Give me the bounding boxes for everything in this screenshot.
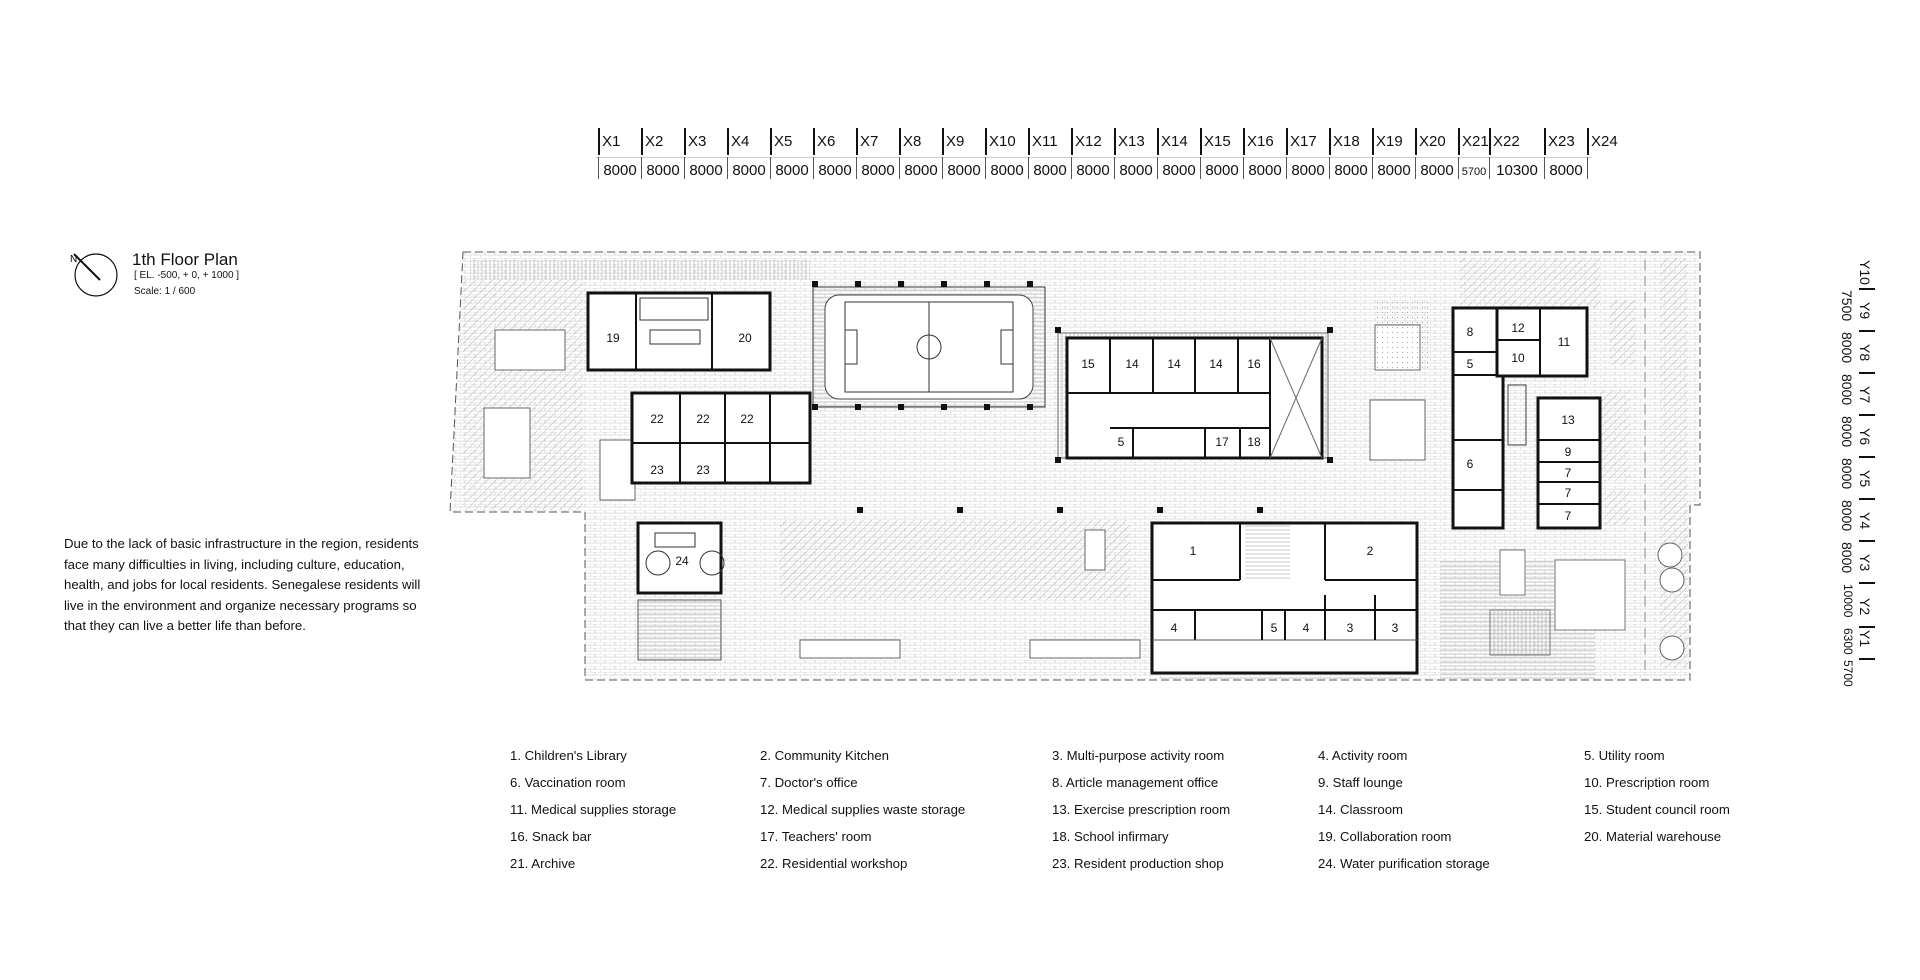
room-4-label: 4 (1170, 621, 1178, 635)
legend-item: 10. Prescription room (1584, 775, 1710, 790)
legend-item: 16. Snack bar (510, 829, 592, 844)
room-legend (510, 748, 1810, 888)
x-grid-label: X1 (602, 133, 621, 150)
legend-item: 24. Water purification storage (1318, 856, 1490, 871)
y-grid-dimension: 10000 (1841, 584, 1855, 618)
y-grid-label: Y9 (1857, 302, 1873, 320)
room-14-label: 14 (1125, 357, 1139, 371)
y-grid-tick (1859, 658, 1875, 660)
x-grid-tick (684, 128, 686, 155)
x-grid-label: X7 (860, 133, 879, 150)
y-grid-dimension: 8000 (1839, 374, 1855, 406)
y-grid-label: Y8 (1857, 344, 1873, 362)
room-5-label: 5 (1270, 621, 1278, 635)
column (855, 281, 861, 287)
legend-item: 14. Classroom (1318, 802, 1404, 817)
x-grid-tick (899, 128, 901, 155)
y-grid-label: Y6 (1857, 428, 1873, 446)
building-block-24 (638, 523, 724, 660)
room-5-label: 5 (1466, 357, 1474, 371)
x-grid-tick (641, 128, 643, 155)
x-grid-dimension: 8000 (1205, 162, 1239, 179)
x-grid-label: X9 (946, 133, 965, 150)
room-13-label: 13 (1561, 413, 1575, 427)
room-22-label: 22 (650, 412, 664, 426)
y-grid-label: Y3 (1857, 554, 1873, 572)
x-grid-label: X17 (1290, 133, 1317, 150)
x-grid-dimension: 8000 (990, 162, 1024, 179)
x-grid-label: X24 (1591, 133, 1618, 150)
room-6-label: 6 (1466, 457, 1474, 471)
legend-item: 9. Staff lounge (1318, 775, 1403, 790)
x-grid-tick (813, 128, 815, 155)
x-grid-label: X23 (1548, 133, 1575, 150)
room-9-label: 9 (1564, 445, 1572, 459)
x-grid-dimension: 8000 (732, 162, 766, 179)
column (1055, 327, 1061, 333)
x-grid-label: X3 (688, 133, 707, 150)
svg-text:N: N (70, 254, 78, 265)
x-grid-label: X14 (1161, 133, 1188, 150)
y-grid-label: Y5 (1857, 470, 1873, 488)
column (812, 281, 818, 287)
x-grid-tick (770, 128, 772, 155)
room-16-label: 16 (1247, 357, 1261, 371)
building-block-school (1058, 333, 1328, 458)
x-grid-tick (1544, 128, 1546, 155)
column (855, 404, 861, 410)
x-grid-tick (1114, 128, 1116, 155)
legend-item: 7. Doctor's office (760, 775, 858, 790)
x-grid-label: X5 (774, 133, 793, 150)
legend-item: 11. Medical supplies storage (510, 802, 677, 817)
y-grid-tick (1859, 582, 1875, 584)
x-grid-dimension: 5700 (1461, 166, 1487, 178)
x-grid-dimension: 8000 (689, 162, 723, 179)
floor-plan (440, 245, 1730, 685)
x-grid-dimension: 8000 (1033, 162, 1067, 179)
y-grid-label: Y4 (1857, 512, 1873, 530)
legend-item: 3. Multi-purpose activity room (1052, 748, 1225, 763)
y-grid-dimension: 8000 (1839, 458, 1855, 490)
column (898, 404, 904, 410)
room-2-label: 2 (1366, 544, 1374, 558)
column (1327, 457, 1333, 463)
x-grid-label: X21 (1462, 133, 1489, 150)
y-grid-tick (1859, 540, 1875, 542)
y-grid-dimension: 8000 (1839, 500, 1855, 532)
room-15-label: 15 (1081, 357, 1095, 371)
column (984, 281, 990, 287)
x-grid-tick (1157, 128, 1159, 155)
column (898, 281, 904, 287)
column (1027, 404, 1033, 410)
room-4-label: 4 (1302, 621, 1310, 635)
column (1157, 507, 1163, 513)
x-grid-label: X10 (989, 133, 1016, 150)
room-14-label: 14 (1209, 357, 1223, 371)
x-grid-label: X15 (1204, 133, 1231, 150)
y-grid-tick (1859, 498, 1875, 500)
drawing-elevations: [ EL. -500, + 0, + 1000 ] (134, 270, 240, 281)
x-grid-tick (1415, 128, 1417, 155)
x-grid-divider (1587, 157, 1588, 179)
y-grid-dimension: 8000 (1839, 332, 1855, 364)
column (941, 404, 947, 410)
y-grid-tick (1859, 288, 1875, 290)
x-grid-tick (1329, 128, 1331, 155)
legend-item: 22. Residential workshop (760, 856, 908, 871)
room-7-label: 7 (1564, 466, 1572, 480)
x-grid-dimension: 10300 (1496, 162, 1538, 179)
column (957, 507, 963, 513)
column (1327, 327, 1333, 333)
room-7-label: 7 (1564, 486, 1572, 500)
x-grid-tick (985, 128, 987, 155)
y-grid-axis (1815, 230, 1875, 687)
x-grid-label: X19 (1376, 133, 1403, 150)
x-grid-tick (727, 128, 729, 155)
x-grid-tick (1587, 128, 1589, 155)
x-grid-label: X13 (1118, 133, 1145, 150)
legend-item: 17. Teachers' room (760, 829, 872, 844)
column (812, 404, 818, 410)
x-grid-dimension: 8000 (1377, 162, 1411, 179)
x-grid-dimension: 8000 (1549, 162, 1583, 179)
x-grid-tick (1286, 128, 1288, 155)
x-grid-tick (1071, 128, 1073, 155)
x-grid-label: X11 (1032, 133, 1058, 150)
x-grid-tick (1028, 128, 1030, 155)
room-3-label: 3 (1346, 621, 1354, 635)
y-grid-tick (1859, 372, 1875, 374)
y-grid-label: Y1 (1857, 630, 1873, 648)
legend-item: 19. Collaboration room (1318, 829, 1452, 844)
room-14-label: 14 (1167, 357, 1181, 371)
room-10-label: 10 (1511, 351, 1525, 365)
x-grid-label: X22 (1493, 133, 1520, 150)
x-grid-tick (1489, 128, 1491, 155)
x-grid-label: X6 (817, 133, 836, 150)
room-18-label: 18 (1247, 435, 1261, 449)
legend-item: 2. Community Kitchen (760, 748, 889, 763)
room-17-label: 17 (1215, 435, 1229, 449)
legend-item: 5. Utility room (1584, 748, 1665, 763)
y-grid-dimension: 6300 (1841, 628, 1855, 655)
room-8-label: 8 (1466, 325, 1474, 339)
x-grid-dimension: 8000 (818, 162, 852, 179)
x-grid-dimension: 8000 (1162, 162, 1196, 179)
x-grid-dimension: 8000 (1334, 162, 1368, 179)
x-grid-label: X2 (645, 133, 664, 150)
x-grid-dimension: 8000 (1248, 162, 1282, 179)
soccer-field (813, 287, 1045, 407)
column (1055, 457, 1061, 463)
legend-item: 12. Medical supplies waste storage (760, 802, 966, 817)
x-grid-baseline (596, 157, 1592, 158)
x-grid-label: X18 (1333, 133, 1360, 150)
x-grid-label: X16 (1247, 133, 1274, 150)
y-grid-tick (1859, 626, 1875, 628)
x-grid-tick (1200, 128, 1202, 155)
legend-item: 15. Student council room (1584, 802, 1730, 817)
x-grid-dimension: 8000 (1076, 162, 1110, 179)
y-grid-tick (1859, 456, 1875, 458)
room-23-label: 23 (696, 463, 710, 477)
x-grid-dimension: 8000 (1420, 162, 1454, 179)
y-grid-label: Y2 (1857, 598, 1873, 616)
y-grid-tick (1859, 414, 1875, 416)
room-20-label: 20 (738, 331, 752, 345)
drawing-title: 1th Floor Plan (132, 250, 238, 269)
legend-item: 20. Material warehouse (1584, 829, 1722, 844)
room-22-label: 22 (696, 412, 710, 426)
room-11-label: 11 (1557, 335, 1571, 349)
x-grid-tick (856, 128, 858, 155)
room-24-label: 24 (675, 554, 689, 568)
x-grid-label: X8 (903, 133, 922, 150)
room-3-label: 3 (1391, 621, 1399, 635)
legend-item: 23. Resident production shop (1052, 856, 1224, 871)
y-grid-dimension: 5700 (1841, 660, 1855, 687)
room-7-label: 7 (1564, 509, 1572, 523)
legend-item: 21. Archive (510, 856, 576, 871)
x-grid-axis (0, 0, 1920, 190)
room-19-label: 19 (606, 331, 620, 345)
x-grid-tick (1372, 128, 1374, 155)
north-arrow-icon (70, 248, 122, 300)
y-grid-label: Y7 (1857, 386, 1873, 404)
room-12-label: 12 (1511, 321, 1525, 335)
legend-item: 6. Vaccination room (510, 775, 626, 790)
x-grid-tick (942, 128, 944, 155)
x-grid-label: X20 (1419, 133, 1446, 150)
y-grid-label: Y10 (1857, 260, 1873, 285)
x-grid-dimension: 8000 (646, 162, 680, 179)
legend-item: 1. Children's Library (510, 748, 627, 763)
x-grid-dimension: 8000 (603, 162, 637, 179)
x-grid-dimension: 8000 (904, 162, 938, 179)
x-grid-dimension: 8000 (947, 162, 981, 179)
drawing-scale: Scale: 1 / 600 (134, 286, 196, 297)
column (941, 281, 947, 287)
x-grid-dimension: 8000 (861, 162, 895, 179)
x-grid-dimension: 8000 (1119, 162, 1153, 179)
x-grid-tick (598, 128, 600, 155)
x-grid-label: X12 (1075, 133, 1102, 150)
room-1-label: 1 (1189, 544, 1197, 558)
column (1027, 281, 1033, 287)
x-grid-tick (1458, 128, 1460, 155)
column (1257, 507, 1263, 513)
legend-item: 18. School infirmary (1052, 829, 1169, 844)
legend-item: 13. Exercise prescription room (1052, 802, 1231, 817)
y-grid-dimension: 8000 (1839, 416, 1855, 448)
legend-item: 4. Activity room (1318, 748, 1408, 763)
x-grid-dimension: 8000 (1291, 162, 1325, 179)
x-grid-label: X4 (731, 133, 750, 150)
room-5-label: 5 (1117, 435, 1125, 449)
legend-item: 8. Article management office (1052, 775, 1219, 790)
column (984, 404, 990, 410)
project-description: Due to the lack of basic infrastructure in the region, residents face many difficulties in living, including culture, education, health, and jobs for local residents. Senegalese residents will live in the environment and organize necessary programs so that they can live a better life than before. (64, 536, 421, 633)
y-grid-tick (1859, 330, 1875, 332)
x-grid-tick (1243, 128, 1245, 155)
y-grid-dimension: 7500 (1839, 290, 1855, 322)
column (1057, 507, 1063, 513)
x-grid-dimension: 8000 (775, 162, 809, 179)
column (857, 507, 863, 513)
room-22-label: 22 (740, 412, 754, 426)
y-grid-dimension: 8000 (1839, 542, 1855, 574)
room-23-label: 23 (650, 463, 664, 477)
